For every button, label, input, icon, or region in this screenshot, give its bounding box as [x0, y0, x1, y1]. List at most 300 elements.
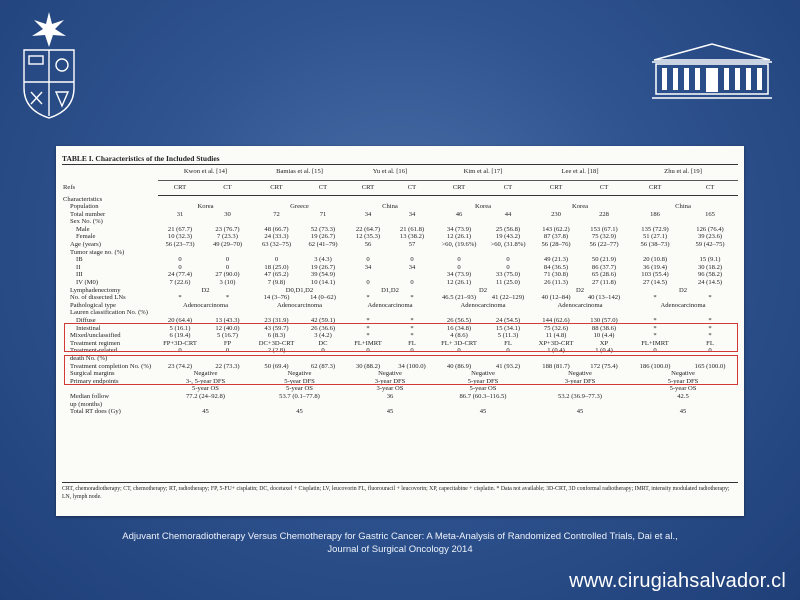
table-cell: * [708, 294, 712, 302]
table-cell [682, 309, 738, 317]
table-cell: 77.2 (24–92.8) [185, 392, 225, 400]
table-cell: 24 (33.3) [264, 233, 289, 241]
table-cell: * [366, 317, 370, 324]
table-cell: 39 (23.6) [697, 233, 723, 241]
table-cell: 165 [705, 210, 715, 218]
table-cell: 56 (23–73) [165, 241, 195, 249]
table-cell: 34 (73.9) [446, 271, 472, 279]
table-row [62, 302, 738, 310]
table-cell: 39 (54.9) [310, 271, 336, 279]
table-cell: * [410, 332, 414, 340]
table-cell: 3-, 5-year DFS [185, 377, 226, 385]
table-cell: Adenocarcinoma [276, 301, 323, 309]
table-row [62, 393, 738, 401]
table-cell [532, 196, 580, 204]
table-cell: 19 (26.7) [310, 263, 336, 271]
table-cell: 56 [364, 241, 372, 249]
table-row [62, 211, 738, 219]
table-cell: 3 (10) [219, 279, 236, 287]
table-cell: * [653, 324, 657, 332]
table-cell: 0 [274, 256, 279, 264]
table-cell: 12 (35.3) [355, 233, 381, 241]
table-cell: 75 (32.6) [543, 324, 569, 332]
table-cell: 48 (66.7) [264, 225, 289, 233]
table-cell: 10 (32.3) [167, 233, 193, 241]
table-cell: 45 [386, 408, 394, 416]
arm-header: CT [390, 181, 434, 196]
row-label: Total RT does (Gy) [70, 408, 121, 416]
row-label: Male [76, 225, 90, 233]
table-cell: FL [408, 339, 416, 347]
table-cell: 0 [225, 263, 230, 271]
table-cell: D1,D2 [381, 286, 399, 294]
table-cell [158, 249, 202, 257]
table-cell: 16 (34.8) [446, 324, 472, 332]
table-cell: 13 (43.3) [215, 317, 240, 324]
row-label: Age (years) [70, 241, 101, 249]
table-cell: 4 (8.6) [450, 332, 468, 340]
table-cell [390, 249, 434, 257]
table-cell: FL+IMRT [354, 339, 382, 347]
table-cell: 12 (26.1) [446, 233, 472, 241]
table-cell: 3-year DFS [374, 377, 406, 385]
table-cell: 45 [679, 408, 687, 416]
table-cell: 6 (8.3) [267, 332, 286, 340]
table-cell: 24 (54.5) [495, 317, 521, 324]
table-cell: 5-year DFS [467, 377, 499, 385]
table-cell: 12 (40.0) [215, 324, 240, 332]
table-cell [390, 401, 434, 409]
table-cell [346, 271, 390, 279]
table-cell: 65 (28.6) [591, 271, 617, 279]
caption-line-2: Journal of Surgical Oncology 2014 [327, 544, 473, 555]
table-cell: 3-year DFS [564, 377, 596, 385]
table-cell [682, 401, 738, 409]
table-cell [253, 196, 300, 204]
table-cell [682, 249, 738, 257]
table-cell [434, 309, 484, 317]
table-cell: 56 (22–77) [589, 241, 619, 249]
table-cell: >60, (19.6%) [441, 241, 477, 249]
table-cell: Negative [568, 370, 592, 378]
table-cell: Korea [197, 203, 214, 211]
table-title: TABLE I. Characteristics of the Included Studies [62, 154, 220, 163]
table-cell: 23 (76.7) [215, 225, 240, 233]
arm-header: CRT [628, 181, 682, 196]
table-cell [580, 218, 628, 226]
table-cell: 71 [319, 210, 327, 218]
table-cell: Negative [471, 370, 495, 378]
table-cell: 46.5 (21–93) [441, 294, 477, 302]
table-cell: 26 (56.5) [446, 317, 472, 324]
table-cell: 34 (100.0) [398, 362, 426, 370]
table-cell: 0 [321, 347, 325, 355]
table-cell: 49 (29–70) [212, 241, 243, 249]
table-cell: 12 (26.1) [446, 279, 472, 287]
table-cell: D0,D1,D2 [285, 286, 314, 294]
table-cell: FL+IMRT [641, 339, 669, 347]
arm-header: CT [300, 181, 346, 196]
table-cell [682, 218, 738, 226]
table-row [62, 196, 738, 204]
row-label: Total number [70, 210, 106, 218]
table-cell [346, 309, 390, 317]
table-cell: 1 (0.4) [595, 347, 613, 355]
row-label: Female [76, 233, 96, 241]
table-cell: 23 (31.9) [264, 317, 289, 324]
table-cell [390, 309, 434, 317]
table-cell: 1 (0.4) [547, 347, 565, 355]
table-cell: 56 (28–76) [541, 241, 571, 249]
arm-header: CRT [253, 181, 300, 196]
highlight-box-lymph [64, 323, 738, 352]
table-cell: 188 (81.7) [542, 362, 570, 370]
table-cell: 0 [653, 347, 657, 355]
table-cell: 24 (77.4) [167, 271, 193, 279]
table-cell: 43 (59.7) [264, 324, 289, 332]
table-cell: 71 (30.8) [543, 271, 569, 279]
table-cell: * [653, 332, 657, 340]
table-cell: 40 (86.9) [446, 362, 472, 370]
table-cell: 36 [386, 392, 394, 400]
row-label: up (months) [70, 400, 103, 408]
table-cell: 5-year DFS [667, 377, 699, 385]
table-cell: 13 (38.2) [399, 233, 425, 241]
row-label: Mixed/unclassified [70, 332, 121, 340]
table-cell: 126 (76.4) [696, 225, 724, 233]
table-cell: Korea [474, 203, 492, 211]
highlight-box-lauren [64, 355, 738, 385]
table-cell: * [410, 324, 414, 332]
table-cell: 0 [225, 256, 230, 264]
table-cell: 5-year DFS [284, 377, 315, 385]
table-cell: 47 (65.2) [264, 271, 289, 279]
arm-header: CT [484, 181, 532, 196]
table-cell: XP [599, 339, 609, 347]
table-cell [202, 401, 253, 409]
table-cell: 0 [708, 347, 712, 355]
table-row [62, 256, 738, 264]
row-label: Treatment-related [70, 347, 117, 355]
university-shield-logo [18, 10, 80, 120]
table-cell: 186 (100.0) [639, 362, 671, 370]
table-cell: D2 [575, 286, 585, 294]
table-cell [253, 309, 300, 317]
table-row [62, 279, 738, 287]
table-cell: DC+3D-CRT [258, 339, 295, 347]
study-header: Zhu et al. [19] [628, 164, 738, 181]
table-cell: 5-year OS [669, 385, 697, 393]
table-cell: 0 [366, 279, 370, 287]
table-cell: FL [504, 339, 512, 347]
table-cell: 25 (56.8) [495, 225, 521, 233]
table-cell: D2 [201, 286, 210, 294]
table-cell [202, 218, 253, 226]
table-cell: Adenocarcinoma [460, 301, 506, 309]
table-cell: 34 [408, 263, 416, 271]
table-cell [532, 401, 580, 409]
table-row [62, 264, 738, 272]
table-cell: 50 (69.4) [264, 362, 289, 370]
table-cell: 31 [176, 210, 184, 218]
table-row [62, 408, 738, 416]
table-cell: 130 (57.0) [590, 317, 618, 324]
table-row [62, 294, 738, 302]
table-cell: 27 (11.8) [592, 279, 616, 287]
table-cell: 49 (21.3) [543, 256, 569, 264]
table-cell: 11 (4.8) [545, 332, 567, 340]
table-cell: 34 [408, 210, 416, 218]
table-cell [628, 249, 682, 257]
table-cell [300, 309, 346, 317]
table-cell: 5 (11.3) [497, 332, 519, 340]
table-cell: * [410, 294, 414, 302]
table-cell: 18 (25.0) [264, 263, 289, 271]
row-label: Treatment regimen [70, 339, 121, 347]
table-cell: Greece [290, 203, 309, 211]
table-cell: 27 (90.0) [215, 271, 240, 279]
table-cell [580, 196, 628, 204]
arm-header: CRT [346, 181, 390, 196]
table-cell: 14 (0–62) [310, 294, 336, 302]
table-cell: 3-year OS [376, 385, 404, 393]
table-cell: Korea [571, 203, 589, 211]
table-cell: 26 (36.6) [310, 324, 336, 332]
table-cell [253, 249, 300, 257]
table-cell [300, 401, 346, 409]
table-cell: 5-year OS [286, 385, 313, 393]
table-cell [532, 385, 628, 393]
table-cell: 45 [479, 408, 487, 416]
table-footnote: CRT, chemoradiotherapy; CT, chemotherapy; RT, radiotherapy; FP, 5-FU+ cisplatin; DC, docetaxel + Cisplatin; LV, leucovorin FL, fluorouracil + leucovorin; XP, capecitabine + cisplatin. * Data not available; 3D-CRT, 3D conformal radiotherapy; IMRT, intensity modulated radiotherapy; LN, lymph node. [62, 486, 730, 500]
table-cell: 41 (22–129) [491, 294, 525, 302]
table-cell: 75 (32.9) [591, 233, 617, 241]
table-cell: 62 (41–79) [308, 241, 338, 249]
table-cell [300, 196, 346, 204]
table-cell: 2 (2.8) [267, 347, 286, 355]
table-cell: 0 [457, 263, 461, 271]
row-label: Lauren classification No. (%) [70, 309, 148, 317]
table-cell: 0 [410, 279, 414, 287]
table-cell: 24 (14.5) [697, 279, 723, 287]
table-cell: 0 [410, 347, 414, 355]
table-cell [202, 309, 253, 317]
table-cell: 3 (4.3) [314, 256, 332, 264]
table-cell: 7 (22.6) [169, 279, 191, 287]
table-cell: 22 (64.7) [355, 225, 381, 233]
table-cell: 19 (26.7) [310, 233, 336, 241]
table-cell [158, 218, 202, 226]
table-cell: 41 (93.2) [495, 362, 521, 370]
table-cell [484, 401, 532, 409]
table-cell: 56 (38–73) [640, 241, 670, 249]
table-cell: XP+3D-CRT [538, 339, 574, 347]
row-label: Population [70, 203, 99, 211]
table-cell [628, 401, 682, 409]
table-cell: 34 [364, 210, 372, 218]
table-cell: DC [318, 339, 328, 347]
table-cell [158, 196, 202, 204]
table-cell: 46 [455, 210, 463, 218]
table-cell: Negative [671, 370, 695, 378]
table-row [62, 385, 738, 393]
table-cell: 36 (19.4) [642, 263, 668, 271]
table-cell [390, 218, 434, 226]
table-cell: 0 [178, 347, 182, 355]
table-cell [390, 196, 434, 204]
table-cell: 165 (100.0) [694, 362, 726, 370]
arm-header: CT [682, 181, 738, 196]
table-cell: 228 [599, 210, 609, 218]
table-cell: 44 [504, 210, 512, 218]
arm-header: CRT [434, 181, 484, 196]
row-label: Median follow [70, 392, 110, 400]
table-row [62, 401, 738, 409]
table-cell: 30 (88.2) [355, 362, 381, 370]
table-cell: 23 (74.2) [167, 362, 193, 370]
table-cell [484, 218, 532, 226]
table-cell: 5 (16.1) [169, 324, 191, 332]
table-cell: 21 (67.7) [167, 225, 193, 233]
table-cell: 51 (27.1) [642, 233, 668, 241]
table-cell [580, 249, 628, 257]
table-cell: * [708, 317, 712, 324]
table-cell: 45 [576, 408, 584, 416]
study-header: Lee et al. [18] [532, 164, 628, 181]
table-cell: 33 (75.0) [495, 271, 521, 279]
table-cell [158, 309, 202, 317]
table-cell [628, 309, 682, 317]
table-cell: * [366, 332, 370, 340]
table-cell: 27 (14.5) [642, 279, 668, 287]
table-cell [300, 249, 346, 257]
row-label: death No. (%) [70, 354, 108, 362]
table-cell: 87 (37.8) [543, 233, 569, 241]
table-cell: 42 (59.1) [310, 317, 336, 324]
row-label: IB [76, 256, 83, 264]
table-row [62, 249, 738, 257]
table-cell: 7 (23.3) [217, 233, 238, 241]
row-label: Pathological type [70, 301, 116, 309]
table-cell: China [382, 203, 398, 211]
star-icon [32, 12, 66, 47]
table-cell [484, 196, 532, 204]
table-cell [434, 401, 484, 409]
table-cell: 40 (12–84) [541, 294, 571, 302]
table-cell: Adenocarcinoma [660, 301, 706, 309]
table-cell: * [708, 332, 712, 340]
table-cell: FP [223, 339, 232, 347]
table-cell: Adenocarcinoma [182, 301, 229, 309]
table-cell: 0 [457, 256, 461, 264]
table-cell: 96 (58.2) [697, 271, 723, 279]
table-row [62, 287, 738, 295]
table-cell: 53.7 (0.1–77.8) [279, 392, 320, 400]
table-cell: 20 (10.8) [642, 256, 668, 264]
table-cell: 20 (64.4) [167, 317, 193, 324]
study-header: Kwon et al. [14] [158, 164, 253, 181]
table-cell [484, 249, 532, 257]
table-cell [580, 309, 628, 317]
study-header-row [62, 164, 738, 181]
table-row [62, 309, 738, 317]
table-cell: 153 (67.1) [590, 225, 618, 233]
table-row [62, 271, 738, 279]
row-label: Diffuse [76, 317, 96, 324]
table-cell [390, 271, 434, 279]
bottom-rule [62, 482, 738, 483]
row-label: Surgical margins [70, 370, 115, 378]
table-cell [253, 218, 300, 226]
table-cell [346, 196, 390, 204]
table-cell: 21 (61.8) [399, 225, 425, 233]
source-caption [60, 530, 740, 556]
table-cell: D2 [679, 286, 688, 294]
table-cell [532, 309, 580, 317]
row-label: Primary endpoints [70, 377, 119, 385]
row-label: Sex No. (%) [70, 218, 103, 226]
arm-header: CRT [158, 181, 202, 196]
table-cell: D2 [478, 286, 488, 294]
table-cell [484, 309, 532, 317]
arm-header: CT [580, 181, 628, 196]
table-cell: 11 (25.0) [496, 279, 520, 287]
table-cell: 5-year OS [192, 385, 219, 393]
table-cell: * [178, 294, 182, 302]
table-cell: * [225, 294, 230, 302]
table-cell: 3 (4.2) [314, 332, 332, 340]
table-cell: 30 [224, 210, 231, 218]
table-cell: China [675, 203, 691, 211]
table-cell: 50 (21.9) [591, 256, 617, 264]
table-cell: 42.5 [677, 392, 689, 400]
table-cell: Negative [378, 370, 402, 378]
arm-header: CRT [532, 181, 580, 196]
table-cell: 84 (36.5) [543, 263, 569, 271]
table-cell [202, 196, 253, 204]
table-cell [532, 249, 580, 257]
row-label: Tumor stage no. (%) [70, 248, 125, 256]
table-cell [346, 401, 390, 409]
table-cell: 103 (55.4) [641, 271, 669, 279]
table-cell: 63 (32–75) [261, 241, 292, 249]
table-cell: Negative [287, 370, 312, 378]
table-cell [434, 196, 484, 204]
table-cell: 144 (62.6) [542, 317, 570, 324]
table-cell: 0 [178, 263, 182, 271]
table-cell: 6 (19.4) [169, 332, 191, 340]
table-cell: 59 (42–75) [695, 241, 725, 249]
table-cell: 230 [551, 210, 561, 218]
row-label: IV (M0) [76, 279, 99, 287]
row-label: Intestinal [76, 324, 101, 332]
table-cell: >60, (31.8%) [490, 241, 526, 249]
study-header: Kim et al. [17] [434, 164, 532, 181]
row-label: III [76, 271, 83, 279]
table-cell: * [366, 294, 370, 302]
table-cell: Adenocarcinoma [367, 301, 413, 309]
study-header: Yu et al. [16] [346, 164, 434, 181]
row-label: Characteristics [63, 195, 103, 203]
table-cell: 10 (14.1) [310, 279, 336, 287]
row-label: Lymphadenectomy [70, 286, 121, 294]
table-cell: 10 (4.4) [593, 332, 615, 340]
table-row [62, 233, 738, 241]
table-cell: 5-year OS [469, 385, 497, 393]
table-cell: 15 (34.1) [495, 324, 521, 332]
website-url: www.cirugiahsalvador.cl [569, 570, 786, 592]
table-document [56, 146, 744, 516]
